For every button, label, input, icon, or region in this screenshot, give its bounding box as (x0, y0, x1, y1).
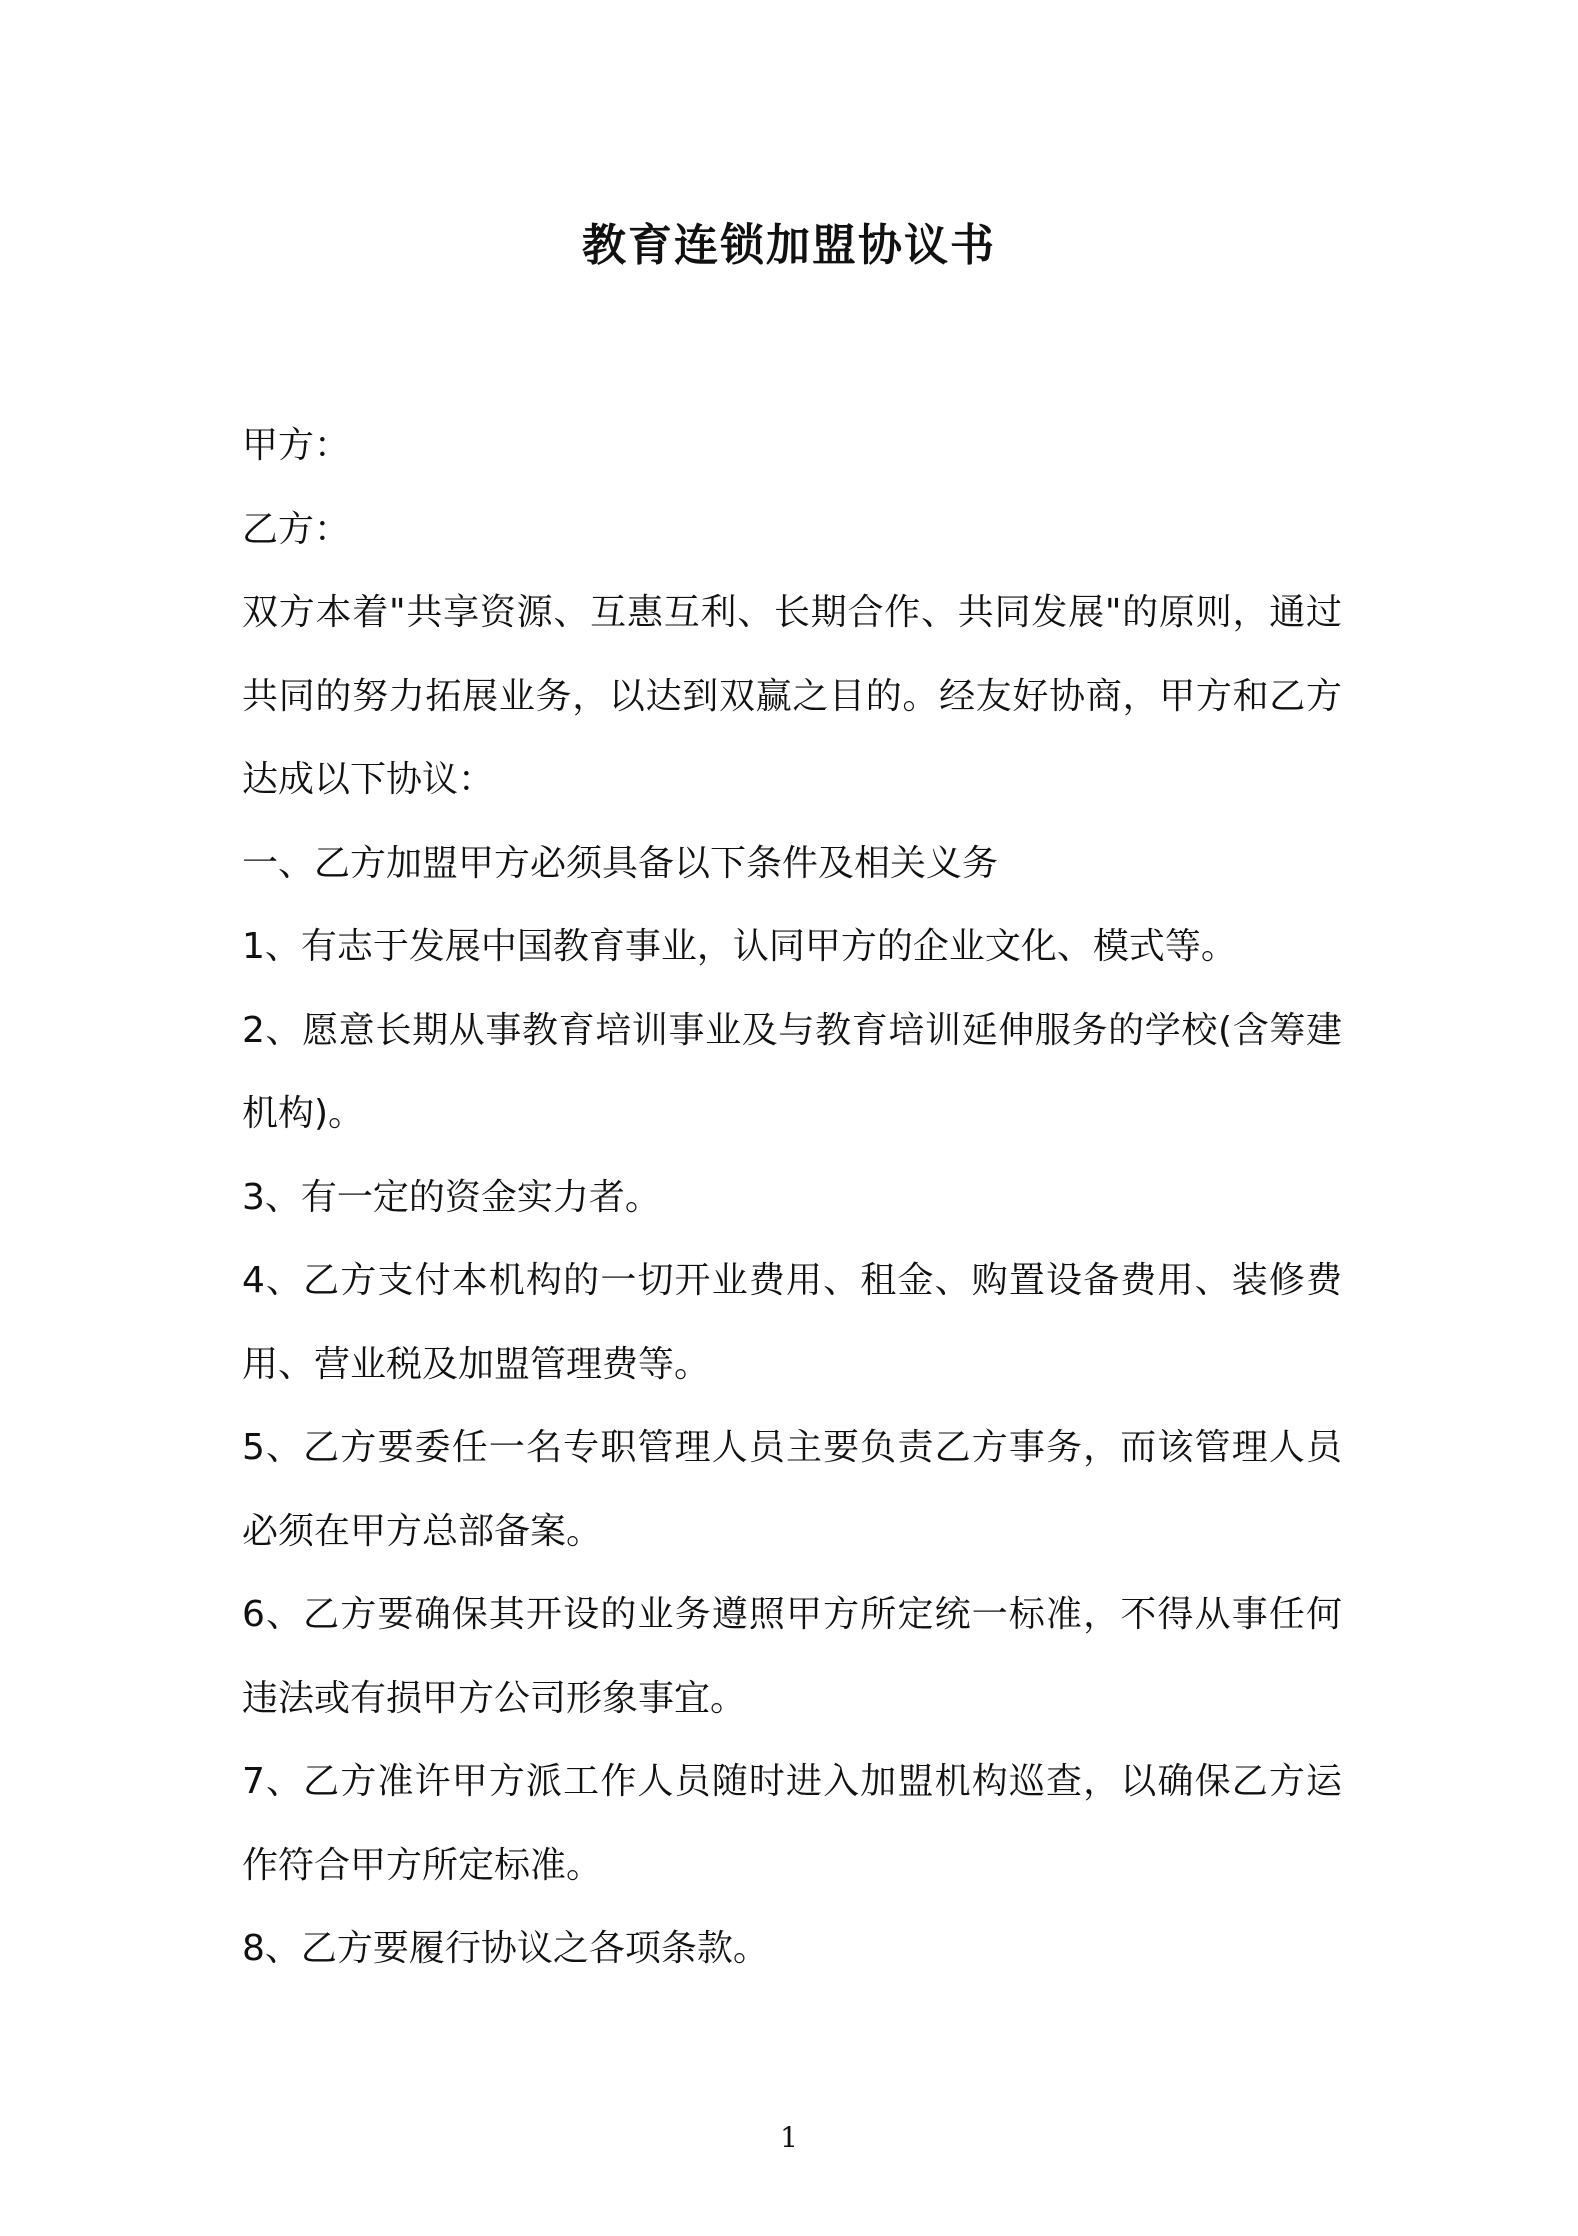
clause-item: 8、乙方要履行协议之各项条款。 (242, 1928, 769, 1969)
document-body (242, 404, 1342, 1991)
document-title: 教育连锁加盟协议书 (582, 220, 996, 271)
clause-item: 1、有志于发展中国教育事业，认同甲方的企业文化、模式等。 (242, 926, 1237, 967)
party-a-line: 甲方： (242, 425, 351, 466)
party-b-line: 乙方： (242, 508, 351, 550)
clause-item: 7、乙方准许甲方派工作人员随时进入加盟机构巡查，以确保乙方运作符合甲方所定标准。 (242, 1761, 1342, 1886)
preamble-paragraph: 双方本着"共享资源、互惠互利、长期合作、共同发展"的原则，通过共同的努力拓展业务，以达到双赢之目的。经友好协商，甲方和乙方达成以下协议： (242, 592, 1342, 800)
clause-item: 2、愿意长期从事教育培训事业及与教育培训延伸服务的学校(含筹建机构)。 (242, 1009, 1342, 1134)
clause-item: 5、乙方要委任一名专职管理人员主要负责乙方事务，而该管理人员必须在甲方总部备案。 (242, 1427, 1342, 1552)
clause-item: 4、乙方支付本机构的一切开业费用、租金、购置设备费用、装修费用、营业税及加盟管理费等。 (242, 1260, 1342, 1385)
section-heading: 一、乙方加盟甲方必须具备以下条件及相关义务 (242, 842, 999, 884)
page-number: 1 (780, 2121, 798, 2154)
clause-item: 3、有一定的资金实力者。 (242, 1176, 661, 1218)
clause-item: 6、乙方要确保其开设的业务遵照甲方所定统一标准，不得从事任何违法或有损甲方公司形象事宜。 (242, 1594, 1342, 1719)
